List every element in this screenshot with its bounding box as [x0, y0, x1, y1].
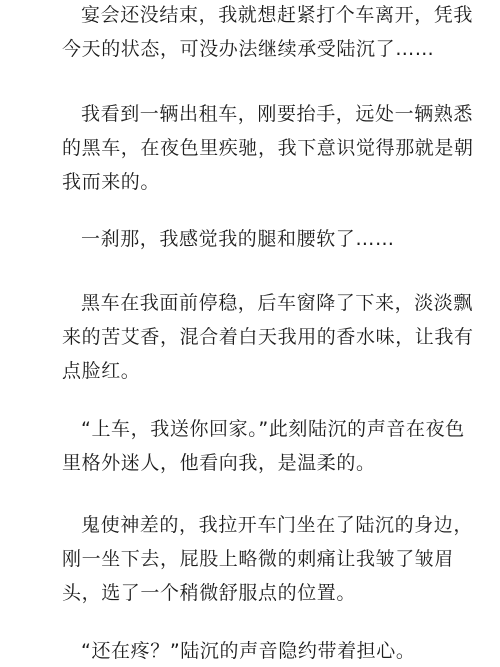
paragraph-4: [62, 286, 474, 388]
text-line: 今天的状态，可没办法继续承受陆沉了……: [62, 38, 435, 60]
text-line: 黑车在我面前停稳，后车窗降了下来，淡淡飘: [81, 292, 474, 314]
text-line: 来的苦艾香，混合着白天我用的香水味，让我有: [62, 326, 474, 348]
text-line: 鬼使神差的，我拉开车门坐在了陆沉的身边，: [81, 514, 474, 536]
text-line: 点脸红。: [62, 360, 141, 382]
text-line: 头，选了一个稍微舒服点的位置。: [62, 582, 357, 604]
text-line: 我而来的。: [62, 171, 161, 193]
text-line: 我看到一辆出租车，刚要抬手，远处一辆熟悉: [81, 103, 474, 125]
paragraph-6: [62, 508, 474, 610]
text-line: “上车，我送你回家。”此刻陆沉的声音在夜色: [81, 418, 465, 440]
paragraph-3: [62, 222, 452, 256]
text-line: “还在疼？”陆沉的声音隐约带着担心。: [81, 640, 416, 662]
paragraph-7: [62, 634, 452, 667]
paragraph-1: [62, 0, 474, 66]
paragraph-2: [62, 97, 474, 199]
text-line: 里格外迷人，他看向我，是温柔的。: [62, 452, 376, 474]
text-line: 一刹那，我感觉我的腿和腰软了……: [81, 228, 395, 250]
text-line: 的黑车，在夜色里疾驰，我下意识觉得那就是朝: [62, 137, 474, 159]
paragraph-5: [62, 412, 465, 480]
text-line: 宴会还没结束，我就想赶紧打个车离开，凭我: [81, 4, 474, 26]
text-line: 刚一坐下去，屁股上略微的刺痛让我皱了皱眉: [62, 548, 455, 570]
